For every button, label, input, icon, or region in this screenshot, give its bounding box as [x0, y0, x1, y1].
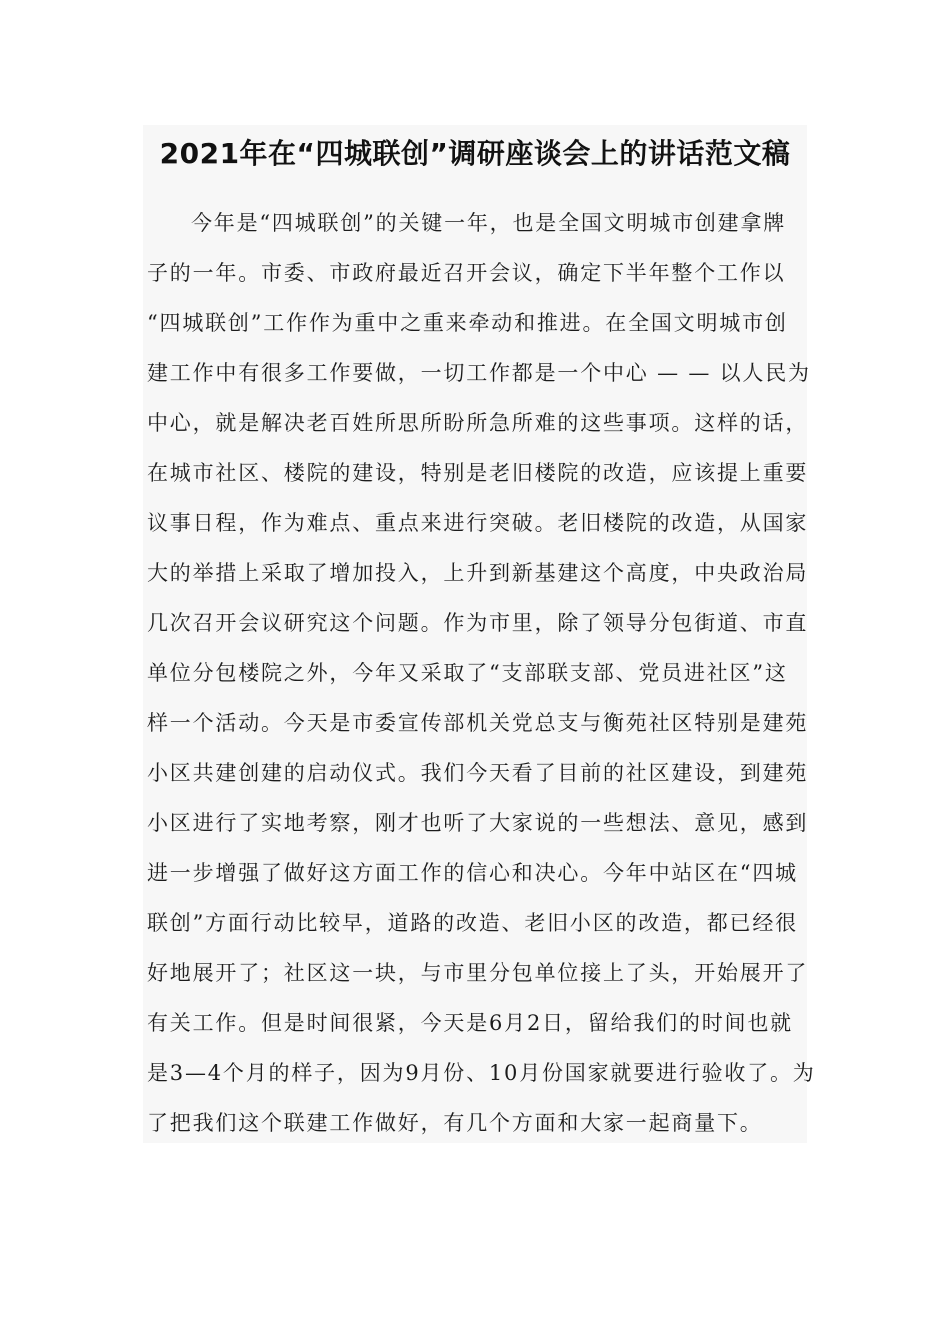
- paragraph-line: 样一个活动。今天是市委宣传部机关党总支与衡苑社区特别是建苑: [147, 711, 809, 735]
- paragraph-line: 几次召开会议研究这个问题。作为市里，除了领导分包街道、市直: [147, 611, 809, 635]
- paragraph-line: 大的举措上采取了增加投入，上升到新基建这个高度，中央政治局: [147, 561, 809, 585]
- paragraph-line: 在城市社区、楼院的建设，特别是老旧楼院的改造，应该提上重要: [147, 461, 809, 485]
- paragraph-line: 好地展开了；社区这一块，与市里分包单位接上了头，开始展开了: [147, 961, 809, 985]
- paragraph-line: 小区共建创建的启动仪式。我们今天看了目前的社区建设，到建苑: [147, 761, 809, 785]
- paragraph-line: 有关工作。但是时间很紧，今天是6月2日，留给我们的时间也就: [147, 1011, 793, 1035]
- paragraph-line: 今年是“四城联创”的关键一年，也是全国文明城市创建拿牌: [191, 211, 787, 235]
- paragraph-line: 进一步增强了做好这方面工作的信心和决心。今年中站区在“四城: [147, 861, 798, 885]
- paragraph-line: 了把我们这个联建工作做好，有几个方面和大家一起商量下。: [147, 1111, 763, 1135]
- document-body: [147, 200, 816, 1150]
- paragraph-line: 单位分包楼院之外，今年又采取了“支部联支部、党员进社区”这: [147, 661, 788, 685]
- paragraph-line: “四城联创”工作作为重中之重来牵动和推进。在全国文明城市创: [147, 311, 788, 335]
- paragraph-line: 小区进行了实地考察，刚才也听了大家说的一些想法、意见，感到: [147, 811, 809, 835]
- document-content: [143, 125, 816, 1143]
- paragraph-line: 子的一年。市委、市政府最近召开会议，确定下半年整个工作以: [147, 261, 786, 285]
- paragraph-line: 联创”方面行动比较早，道路的改造、老旧小区的改造，都已经很: [147, 911, 798, 935]
- paragraph-line: 建工作中有很多工作要做，一切工作都是一个中心 — — 以人民为: [147, 361, 811, 385]
- document-title: 2021年在“四城联创”调研座谈会上的讲话范文稿: [159, 137, 791, 170]
- paragraph-line: 中心，就是解决老百姓所思所盼所急所难的这些事项。这样的话，: [147, 411, 809, 435]
- paragraph-line: 议事日程，作为难点、重点来进行突破。老旧楼院的改造，从国家: [147, 511, 809, 535]
- paragraph-line: 是3—4个月的样子，因为9月份、10月份国家就要进行验收了。为: [147, 1061, 816, 1085]
